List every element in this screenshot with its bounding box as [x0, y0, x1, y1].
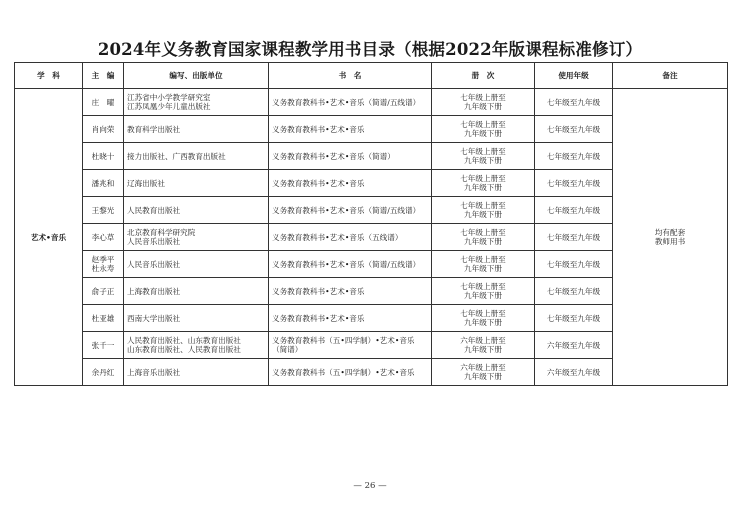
header-grade: 使用年级 — [535, 63, 613, 89]
publisher-cell: 北京教育科学研究院 人民音乐出版社 — [124, 224, 269, 251]
book-title-cell: 义务教育教科书（五•四学制）•艺术•音乐 — [269, 359, 432, 386]
publisher-cell: 教育科学出版社 — [124, 116, 269, 143]
term-cell: 七年级上册至 九年级下册 — [432, 116, 535, 143]
header-publisher: 编写、出版单位 — [124, 63, 269, 89]
grade-cell: 七年级至九年级 — [535, 251, 613, 278]
table-body — [15, 89, 728, 386]
note-cell: 均有配套 教师用书 — [613, 89, 728, 386]
editor-cell: 庄 曜 — [83, 89, 124, 116]
header-row — [15, 63, 728, 89]
book-title-cell: 义务教育教科书•艺术•音乐 — [269, 170, 432, 197]
term-cell: 七年级上册至 九年级下册 — [432, 143, 535, 170]
term-cell: 七年级上册至 九年级下册 — [432, 89, 535, 116]
header-editor: 主 编 — [83, 63, 124, 89]
grade-cell: 六年级至九年级 — [535, 332, 613, 359]
book-title-cell: 义务教育教科书•艺术•音乐（简谱/五线谱） — [269, 197, 432, 224]
term-cell: 七年级上册至 九年级下册 — [432, 278, 535, 305]
editor-cell: 肖向荣 — [83, 116, 124, 143]
editor-cell: 余丹红 — [83, 359, 124, 386]
page-title: 2024年义务教育国家课程教学用书目录（根据2022年版课程标准修订） — [97, 40, 643, 59]
header-term: 册 次 — [432, 63, 535, 89]
publisher-cell: 西南大学出版社 — [124, 305, 269, 332]
term-cell: 七年级上册至 九年级下册 — [432, 170, 535, 197]
editor-cell: 赵季平 杜永寿 — [83, 251, 124, 278]
term-cell: 七年级上册至 九年级下册 — [432, 251, 535, 278]
term-cell: 六年级上册至 九年级下册 — [432, 359, 535, 386]
editor-cell: 俞子正 — [83, 278, 124, 305]
book-title-cell: 义务教育教科书•艺术•音乐 — [269, 116, 432, 143]
publisher-cell: 上海音乐出版社 — [124, 359, 269, 386]
publisher-cell: 江苏省中小学教学研究室 江苏凤凰少年儿童出版社 — [124, 89, 269, 116]
table-row — [15, 89, 728, 116]
publisher-cell: 上海教育出版社 — [124, 278, 269, 305]
grade-cell: 七年级至九年级 — [535, 143, 613, 170]
subject-cell: 艺术•音乐 — [15, 89, 83, 386]
publisher-cell: 人民音乐出版社 — [124, 251, 269, 278]
editor-cell: 王黎光 — [83, 197, 124, 224]
book-title-cell: 义务教育教科书•艺术•音乐 — [269, 278, 432, 305]
editor-cell: 杜亚雄 — [83, 305, 124, 332]
editor-cell: 潘兆和 — [83, 170, 124, 197]
publisher-cell: 接力出版社、广西教育出版社 — [124, 143, 269, 170]
publisher-cell: 人民教育出版社 — [124, 197, 269, 224]
book-title-cell: 义务教育教科书（五•四学制）•艺术•音乐（简谱） — [269, 332, 432, 359]
book-title-cell: 义务教育教科书•艺术•音乐（简谱/五线谱） — [269, 89, 432, 116]
term-cell: 七年级上册至 九年级下册 — [432, 197, 535, 224]
grade-cell: 七年级至九年级 — [535, 197, 613, 224]
book-title-cell: 义务教育教科书•艺术•音乐（五线谱） — [269, 224, 432, 251]
header-subject: 学 科 — [15, 63, 83, 89]
editor-cell: 李心草 — [83, 224, 124, 251]
book-title-cell: 义务教育教科书•艺术•音乐（简谱） — [269, 143, 432, 170]
book-title-cell: 义务教育教科书•艺术•音乐（简谱/五线谱） — [269, 251, 432, 278]
grade-cell: 七年级至九年级 — [535, 278, 613, 305]
header-note: 备注 — [613, 63, 728, 89]
grade-cell: 七年级至九年级 — [535, 305, 613, 332]
textbook-catalog-table — [14, 62, 728, 386]
grade-cell: 七年级至九年级 — [535, 170, 613, 197]
publisher-cell: 辽海出版社 — [124, 170, 269, 197]
editor-cell: 杜晓十 — [83, 143, 124, 170]
term-cell: 七年级上册至 九年级下册 — [432, 224, 535, 251]
grade-cell: 七年级至九年级 — [535, 89, 613, 116]
page-number: — 26 — — [353, 481, 387, 491]
grade-cell: 七年级至九年级 — [535, 116, 613, 143]
grade-cell: 七年级至九年级 — [535, 224, 613, 251]
book-title-cell: 义务教育教科书•艺术•音乐 — [269, 305, 432, 332]
header-book-title: 书 名 — [269, 63, 432, 89]
term-cell: 六年级上册至 九年级下册 — [432, 332, 535, 359]
publisher-cell: 人民教育出版社、山东教育出版社 山东教育出版社、人民教育出版社 — [124, 332, 269, 359]
term-cell: 七年级上册至 九年级下册 — [432, 305, 535, 332]
editor-cell: 张千一 — [83, 332, 124, 359]
grade-cell: 六年级至九年级 — [535, 359, 613, 386]
